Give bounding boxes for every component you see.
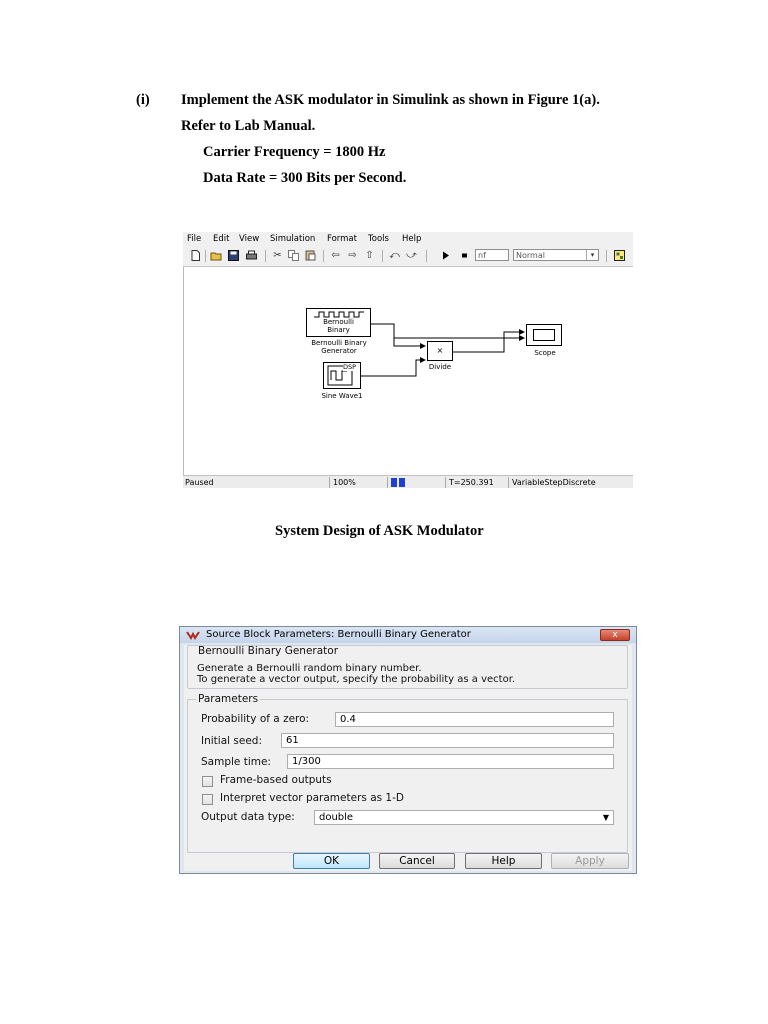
open-icon[interactable] [210,249,223,262]
description-line-2: To generate a vector output, specify the probability as a vector. [197,674,516,685]
cut-icon[interactable]: ✂ [273,250,282,261]
menu-view[interactable]: View [239,234,260,244]
progress-block [391,478,397,487]
chevron-down-icon: ▾ [586,250,598,260]
chevron-down-icon: ▼ [602,813,609,822]
menu-help[interactable]: Help [402,234,422,244]
sample-time-input[interactable]: 1/300 [287,754,614,769]
status-separator [387,477,388,488]
close-button[interactable]: x [600,629,630,641]
instruction-line-1: Implement the ASK modulator in Simulink as shown in Figure 1(a). [181,92,600,108]
divide-to-scope-line[interactable] [453,332,524,352]
dialog-title: Source Block Parameters: Bernoulli Binary Generator [206,629,471,640]
menu-bar [183,232,633,246]
dialog-title-bar[interactable] [180,627,636,643]
parameters-heading: Parameters [198,693,259,705]
status-separator [508,477,509,488]
toolbar-separator [606,250,607,262]
print-icon[interactable] [245,249,258,262]
undo-icon[interactable]: ⤺ [389,250,400,261]
divide-label: Divide [428,363,452,371]
divide-symbol: × [436,346,444,355]
new-icon[interactable] [189,249,202,262]
item-number: (i) [136,92,150,108]
copy-icon[interactable] [287,249,300,262]
toolbar-separator [265,250,266,262]
status-bar [183,475,633,488]
divide-block[interactable] [427,341,453,361]
toolbar-separator [323,250,324,262]
simulation-mode-select[interactable] [513,249,599,261]
output-data-type-value: double [319,812,354,823]
simulation-mode-value: Normal [516,251,545,260]
data-rate-line: Data Rate = 300 Bits per Second. [203,170,407,186]
bernoulli-to-divide-line[interactable] [394,338,425,346]
play-icon[interactable] [439,249,452,262]
cancel-button[interactable]: Cancel [379,853,455,869]
model-canvas[interactable] [183,267,633,475]
simulation-time: T=250.391 [449,478,494,487]
menu-edit[interactable]: Edit [213,234,230,244]
bernoulli-block-inner-text: Bernoulli Binary [323,318,354,334]
probability-input[interactable]: 0.4 [335,712,614,727]
sample-time-label: Sample time: [201,756,271,768]
back-icon[interactable]: ⇦ [331,250,340,261]
build-icon[interactable] [613,249,626,262]
bernoulli-binary-generator-block[interactable] [306,308,371,337]
sine-to-divide-line[interactable] [361,360,425,376]
toolbar-separator [426,250,427,262]
scope-block[interactable] [526,324,562,346]
scope-label: Scope [534,349,556,357]
signal-lines [184,267,633,475]
bernoulli-block-label: Bernoulli Binary Generator [311,339,367,355]
stop-icon[interactable] [458,249,471,262]
frame-based-outputs-label: Frame-based outputs [220,774,332,786]
ok-button[interactable]: OK [293,853,370,869]
output-data-type-label: Output data type: [201,811,295,823]
menu-file[interactable]: File [187,234,202,244]
bernoulli-to-scope-line[interactable] [371,324,524,338]
paste-icon[interactable] [304,249,317,262]
dialog-body [184,645,632,871]
simulation-state: Paused [185,478,214,487]
scope-screen-icon [533,329,555,341]
initial-seed-label: Initial seed: [201,735,262,747]
output-data-type-select[interactable] [314,810,614,825]
instruction-line-2: Refer to Lab Manual. [181,118,316,134]
description-line-1: Generate a Bernoulli random binary number. [197,663,422,674]
carrier-frequency-line: Carrier Frequency = 1800 Hz [203,144,386,160]
up-icon[interactable]: ⇧ [365,250,374,261]
dsp-badge: DSP [343,363,357,371]
progress-block [399,478,405,487]
solver-name: VariableStepDiscrete [512,478,596,487]
probability-label: Probability of a zero: [201,713,310,725]
simulink-model-window [183,232,633,488]
menu-simulation[interactable]: Simulation [270,234,316,244]
save-icon[interactable] [227,249,240,262]
block-name: Bernoulli Binary Generator [198,645,339,657]
sine-wave-label: Sine Wave1 [321,392,363,400]
interpret-vector-checkbox[interactable] [202,794,213,805]
interpret-vector-label: Interpret vector parameters as 1-D [220,792,404,804]
menu-tools[interactable]: Tools [368,234,389,244]
help-button[interactable]: Help [465,853,542,869]
toolbar-separator [382,250,383,262]
pulse-waveform-icon [314,311,364,318]
sine-wave-block[interactable] [323,362,361,389]
status-separator [329,477,330,488]
figure-caption: System Design of ASK Modulator [275,523,484,539]
zoom-level: 100% [333,478,356,487]
menu-format[interactable]: Format [327,234,357,244]
toolbar-separator [205,250,206,262]
initial-seed-input[interactable]: 61 [281,733,614,748]
block-parameters-dialog [179,626,637,874]
redo-icon[interactable]: ⤻ [406,250,417,261]
simulink-logo-icon [186,630,200,640]
status-separator [445,477,446,488]
forward-icon[interactable]: ⇨ [348,250,357,261]
apply-button[interactable]: Apply [551,853,629,869]
frame-based-outputs-checkbox[interactable] [202,776,213,787]
stop-time-input[interactable]: nf [475,249,509,261]
toolbar [183,246,633,267]
